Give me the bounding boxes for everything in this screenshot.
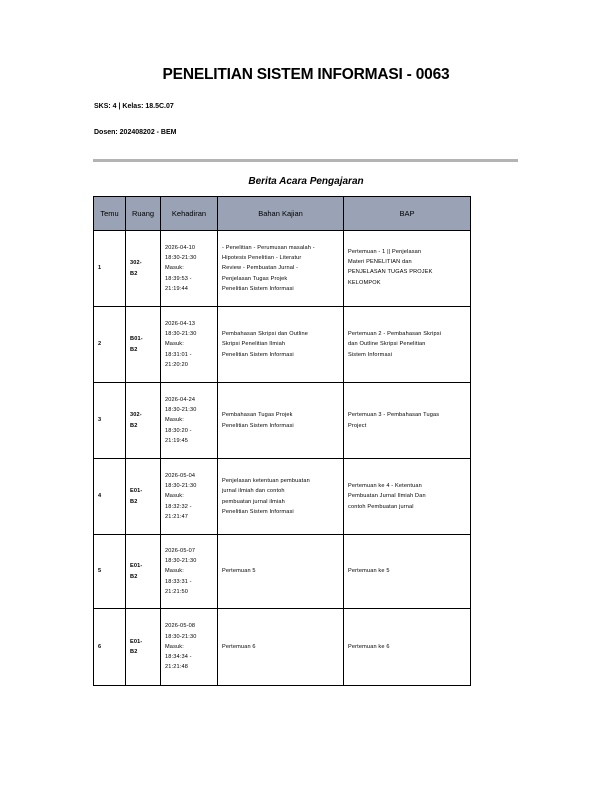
header-kehadiran: Kehadiran — [161, 197, 218, 231]
table-header-row — [94, 197, 471, 231]
bap-table — [93, 196, 471, 686]
cell-ruang: E01- B2 — [126, 609, 161, 686]
cell-temu: 1 — [94, 231, 126, 307]
cell-bap: Pertemuan 2 - Pembahasan Skripsi dan Outline Skripsi Penelitian Sistem Informasi — [344, 307, 471, 383]
cell-bap: Pertemuan ke 6 — [344, 609, 471, 686]
cell-bahan-kajian: Pertemuan 5 — [218, 535, 344, 609]
header-temu: Temu — [94, 197, 126, 231]
cell-bap: Pertemuan ke 4 - Ketentuan Pembuatan Jurnal Ilmiah Dan contoh Pembuatan jurnal — [344, 459, 471, 535]
cell-temu: 4 — [94, 459, 126, 535]
cell-bap: Pertemuan 3 - Pembahasan Tugas Project — [344, 383, 471, 459]
cell-temu: 2 — [94, 307, 126, 383]
cell-kehadiran: 2026-05-04 18:30-21:30 Masuk: 18:32:32 - 21:21:47 — [161, 459, 218, 535]
cell-kehadiran: 2026-05-08 18:30-21:30 Masuk: 18:34:34 - 21:21:48 — [161, 609, 218, 686]
section-subtitle: Berita Acara Pengajaran — [248, 176, 364, 187]
table-row — [94, 307, 471, 383]
cell-ruang: 302- B2 — [126, 383, 161, 459]
table-row — [94, 459, 471, 535]
table-row — [94, 383, 471, 459]
cell-temu: 5 — [94, 535, 126, 609]
cell-ruang: E01- B2 — [126, 459, 161, 535]
header-bap: BAP — [344, 197, 471, 231]
header-ruang: Ruang — [126, 197, 161, 231]
divider — [93, 159, 518, 162]
course-meta-dosen: Dosen: 202408202 - BEM — [94, 129, 177, 136]
cell-bahan-kajian: Pertemuan 6 — [218, 609, 344, 686]
cell-bahan-kajian: Pembahasan Skripsi dan Outline Skripsi Penelitian Ilmiah Penelitian Sistem Informasi — [218, 307, 344, 383]
table-row — [94, 535, 471, 609]
page-title: PENELITIAN SISTEM INFORMASI - 0063 — [162, 66, 450, 83]
cell-kehadiran: 2026-05-07 18:30-21:30 Masuk: 18:33:31 - 21:21:50 — [161, 535, 218, 609]
cell-bahan-kajian: - Penelitian - Perumusan masalah - Hipotesis Penelitian - Literatur Review - Pembuatan Jurnal - Penjelasan Tugas Projek Penelitian Sistem Informasi — [218, 231, 344, 307]
cell-ruang: 302- B2 — [126, 231, 161, 307]
cell-bahan-kajian: Pembahasan Tugas Projek Penelitian Sistem Informasi — [218, 383, 344, 459]
cell-kehadiran: 2026-04-24 18:30-21:30 Masuk: 18:30:20 - 21:19:45 — [161, 383, 218, 459]
cell-temu: 3 — [94, 383, 126, 459]
course-meta-sks-kelas: SKS: 4 | Kelas: 18.5C.07 — [94, 103, 174, 110]
cell-ruang: B01- B2 — [126, 307, 161, 383]
cell-temu: 6 — [94, 609, 126, 686]
cell-bap: Pertemuan - 1 || Penjelasan Materi PENELITIAN dan PENJELASAN TUGAS PROJEK KELOMPOK — [344, 231, 471, 307]
cell-ruang: E01- B2 — [126, 535, 161, 609]
table-row — [94, 609, 471, 686]
header-bahan-kajian: Bahan Kajian — [218, 197, 344, 231]
table-row — [94, 231, 471, 307]
cell-kehadiran: 2026-04-13 18:30-21:30 Masuk: 18:31:01 - 21:20:20 — [161, 307, 218, 383]
cell-bap: Pertemuan ke 5 — [344, 535, 471, 609]
cell-kehadiran: 2026-04-10 18:30-21:30 Masuk: 18:39:53 - 21:19:44 — [161, 231, 218, 307]
cell-bahan-kajian: Penjelasan ketentuan pembuatan jurnal ilmiah dan contoh pembuatan jurnal ilmiah Penelitian Sistem Informasi — [218, 459, 344, 535]
